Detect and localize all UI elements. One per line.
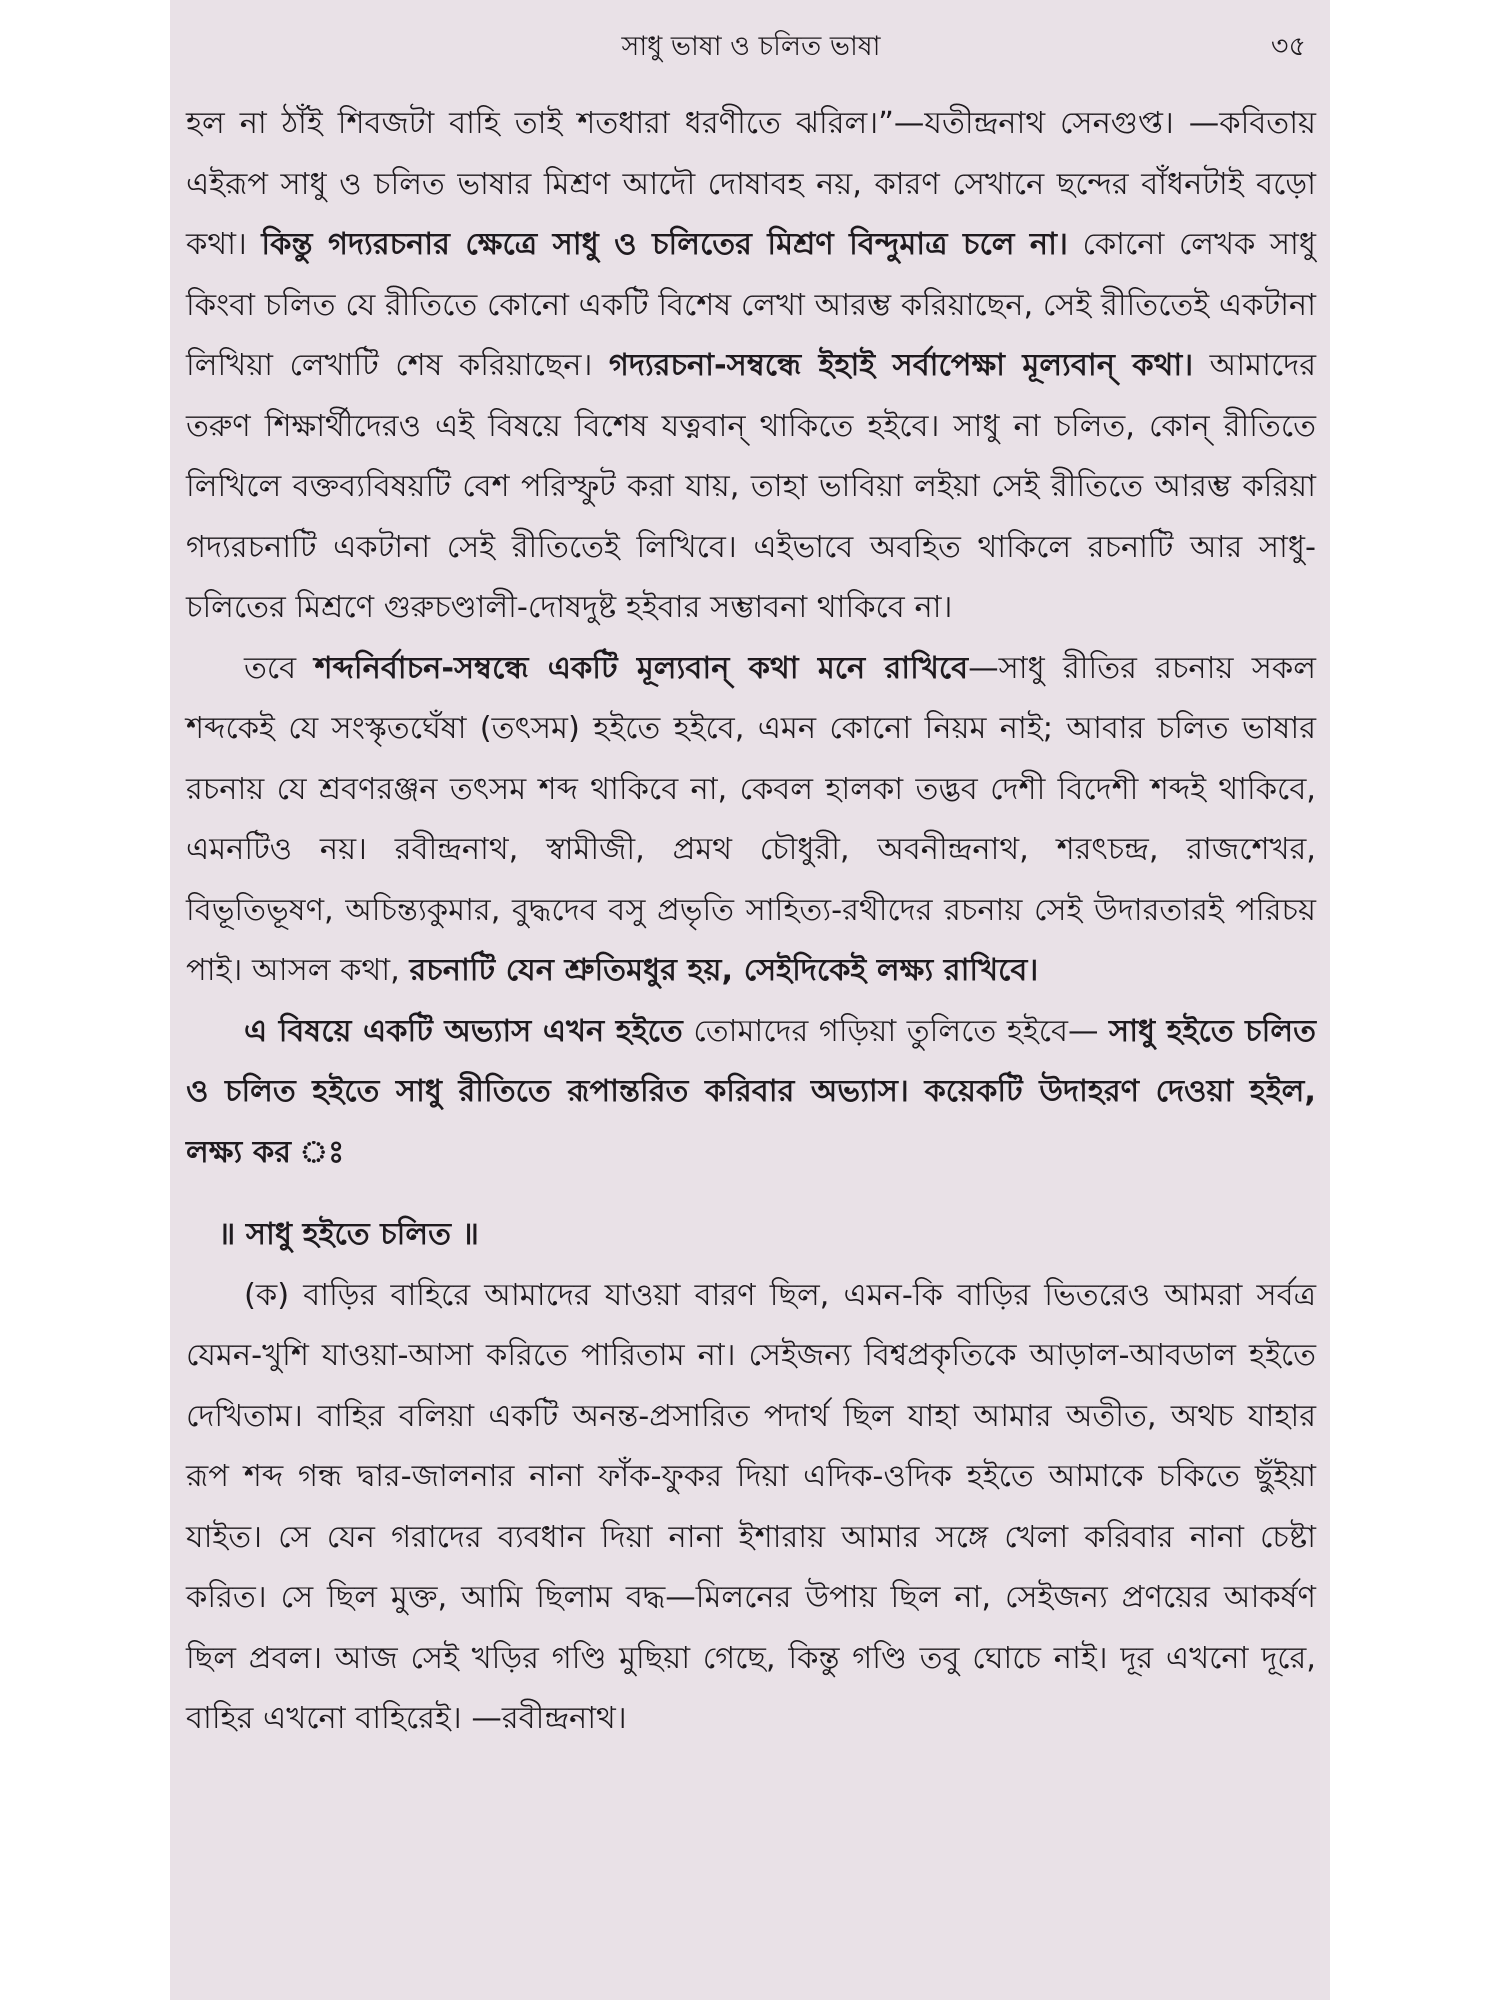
paragraph-3-bold-b: সাধু হইতে চলিত ও চলিত হইতে সাধু রীতিতে রূপান্তরিত করিবার অভ্যাস। bbox=[186, 1013, 1316, 1109]
page-body bbox=[186, 94, 1316, 1750]
paragraph-3 bbox=[186, 1002, 1316, 1184]
paragraph-4-example: (ক) বাড়ির বাহিরে আমাদের যাওয়া বারণ ছিল, এমন-কি বাড়ির ভিতরেও আমরা সর্বত্র যেমন-খুশি যাওয়া-আসা করিতে পারিতাম না। সেইজন্য বিশ্বপ্রকৃতিকে আড়াল-আবডাল হইতে দেখিতাম। বাহির বলিয়া একটি অনন্ত-প্রসারিত পদার্থ ছিল যাহা আমার অতীত, অথচ যাহার রূপ শব্দ গন্ধ দ্বার-জালনার নানা ফাঁক-ফুকর দিয়া এদিক-ওদিক হইতে আমাকে চকিতে ছুঁইয়া যাইত। সে যেন গরাদের ব্যবধান দিয়া নানা ইশারায় আমার সঙ্গে খেলা করিবার নানা চেষ্টা করিত। সে ছিল মুক্ত, আমি ছিলাম বদ্ধ—মিলনের উপায় ছিল না, সেইজন্য প্রণয়ের আকর্ষণ ছিল প্রবল। আজ সেই খড়ির গণ্ডি মুছিয়া গেছে, কিন্তু গণ্ডি তবু ঘোচে নাই। দূর এখনো দূরে, বাহির এখনো বাহিরেই। —রবীন্দ্রনাথ। bbox=[186, 1277, 1316, 1736]
paragraph-1-text-a: হল না ঠাঁই শিবজটা বাহি তাই শতধারা ধরণীতে ঝরিল।”—যতীন্দ্রনাথ সেনগুপ্ত। —কবিতায় এইরূপ সাধু ও চলিত ভাষার মিশ্রণ আদৌ দোষাবহ নয়, কারণ সেখানে ছন্দের বাঁধনটাই বড়ো কথা। bbox=[186, 106, 1316, 262]
paragraph-2-bold-a: শব্দনির্বাচন-সম্বন্ধে একটি মূল্যবান্ কথা মনে রাখিবে bbox=[314, 650, 969, 686]
paragraph-3-text-b bbox=[909, 1074, 925, 1109]
paragraph-2-text-a: তবে bbox=[244, 650, 315, 686]
running-head-title: সাধু ভাষা ও চলিত ভাষা bbox=[621, 31, 881, 62]
section-heading: ॥ সাধু হইতে চলিত ॥ bbox=[218, 1217, 479, 1252]
paragraph-3-bold-a: এ বিষয়ে একটি অভ্যাস এখন হইতে bbox=[244, 1013, 683, 1049]
running-head bbox=[186, 22, 1316, 72]
paragraph-1 bbox=[186, 94, 1316, 639]
paragraph-1-text-c: আমাদের তরুণ শিক্ষার্থীদেরও এই বিষয়ে বিশেষ যত্নবান্ থাকিতে হইবে। সাধু না চলিত, কোন্ রীতিতে লিখিলে বক্তব্যবিষয়টি বেশ পরিস্ফুট করা যায়, তাহা ভাবিয়া লইয়া সেই রীতিতে আরম্ভ করিয়া গদ্যরচনাটি একটানা সেই রীতিতেই লিখিবে। এইভাবে অবহিত থাকিলে রচনাটি আর সাধু-চলিতের মিশ্রণে গুরুচণ্ডালী-দোষদুষ্ট হইবার সম্ভাবনা থাকিবে না। bbox=[186, 348, 1317, 625]
book-page bbox=[170, 0, 1330, 2000]
paragraph-1-bold-a: কিন্তু গদ্যরচনার ক্ষেত্রে সাধু ও চলিতের মিশ্রণ বিন্দুমাত্র চলে না। bbox=[261, 227, 1068, 262]
paragraph-1-bold-b: গদ্যরচনা-সম্বন্ধে ইহাই সর্বাপেক্ষা মূল্যবান্ কথা। bbox=[608, 348, 1194, 383]
paragraph-3-bold-c: কয়েকটি উদাহরণ দেওয়া হইল, লক্ষ্য কর ঃ bbox=[186, 1074, 1316, 1170]
paragraph-2 bbox=[186, 639, 1316, 1002]
paragraph-2-bold-b: রচনাটি যেন শ্রুতিমধুর হয়, সেইদিকেই লক্ষ্য রাখিবে। bbox=[409, 953, 1039, 988]
paragraph-2-text-b: —সাধু রীতির রচনায় সকল শব্দকেই যে সংস্কৃতঘেঁষা (তৎসম) হইতে হইবে, এমন কোনো নিয়ম নাই; আবার চলিত ভাষার রচনায় যে শ্রবণরঞ্জন তৎসম শব্দ থাকিবে না, কেবল হালকা তদ্ভব দেশী বিদেশী শব্দই থাকিবে, এমনটিও নয়। রবীন্দ্রনাথ, স্বামীজী, প্রমথ চৌধুরী, অবনীন্দ্রনাথ, শরৎচন্দ্র, রাজশেখর, বিভূতিভূষণ, অচিন্ত্যকুমার, বুদ্ধদেব বসু প্রভৃতি সাহিত্য-রথীদের রচনায় সেই উদারতারই পরিচয় পাই। আসল কথা, bbox=[186, 650, 1316, 988]
paragraph-3-text-a: তোমাদের গড়িয়া তুলিতে হইবে— bbox=[682, 1013, 1110, 1049]
paragraph-1-text-b: কোনো লেখক সাধু কিংবা চলিত যে রীতিতে কোনো একটি বিশেষ লেখা আরম্ভ করিয়াছেন, সেই রীতিতেই একটানা লিখিয়া লেখাটি শেষ করিয়াছেন। bbox=[186, 227, 1316, 383]
page-number: ৩৫ bbox=[1270, 31, 1306, 62]
